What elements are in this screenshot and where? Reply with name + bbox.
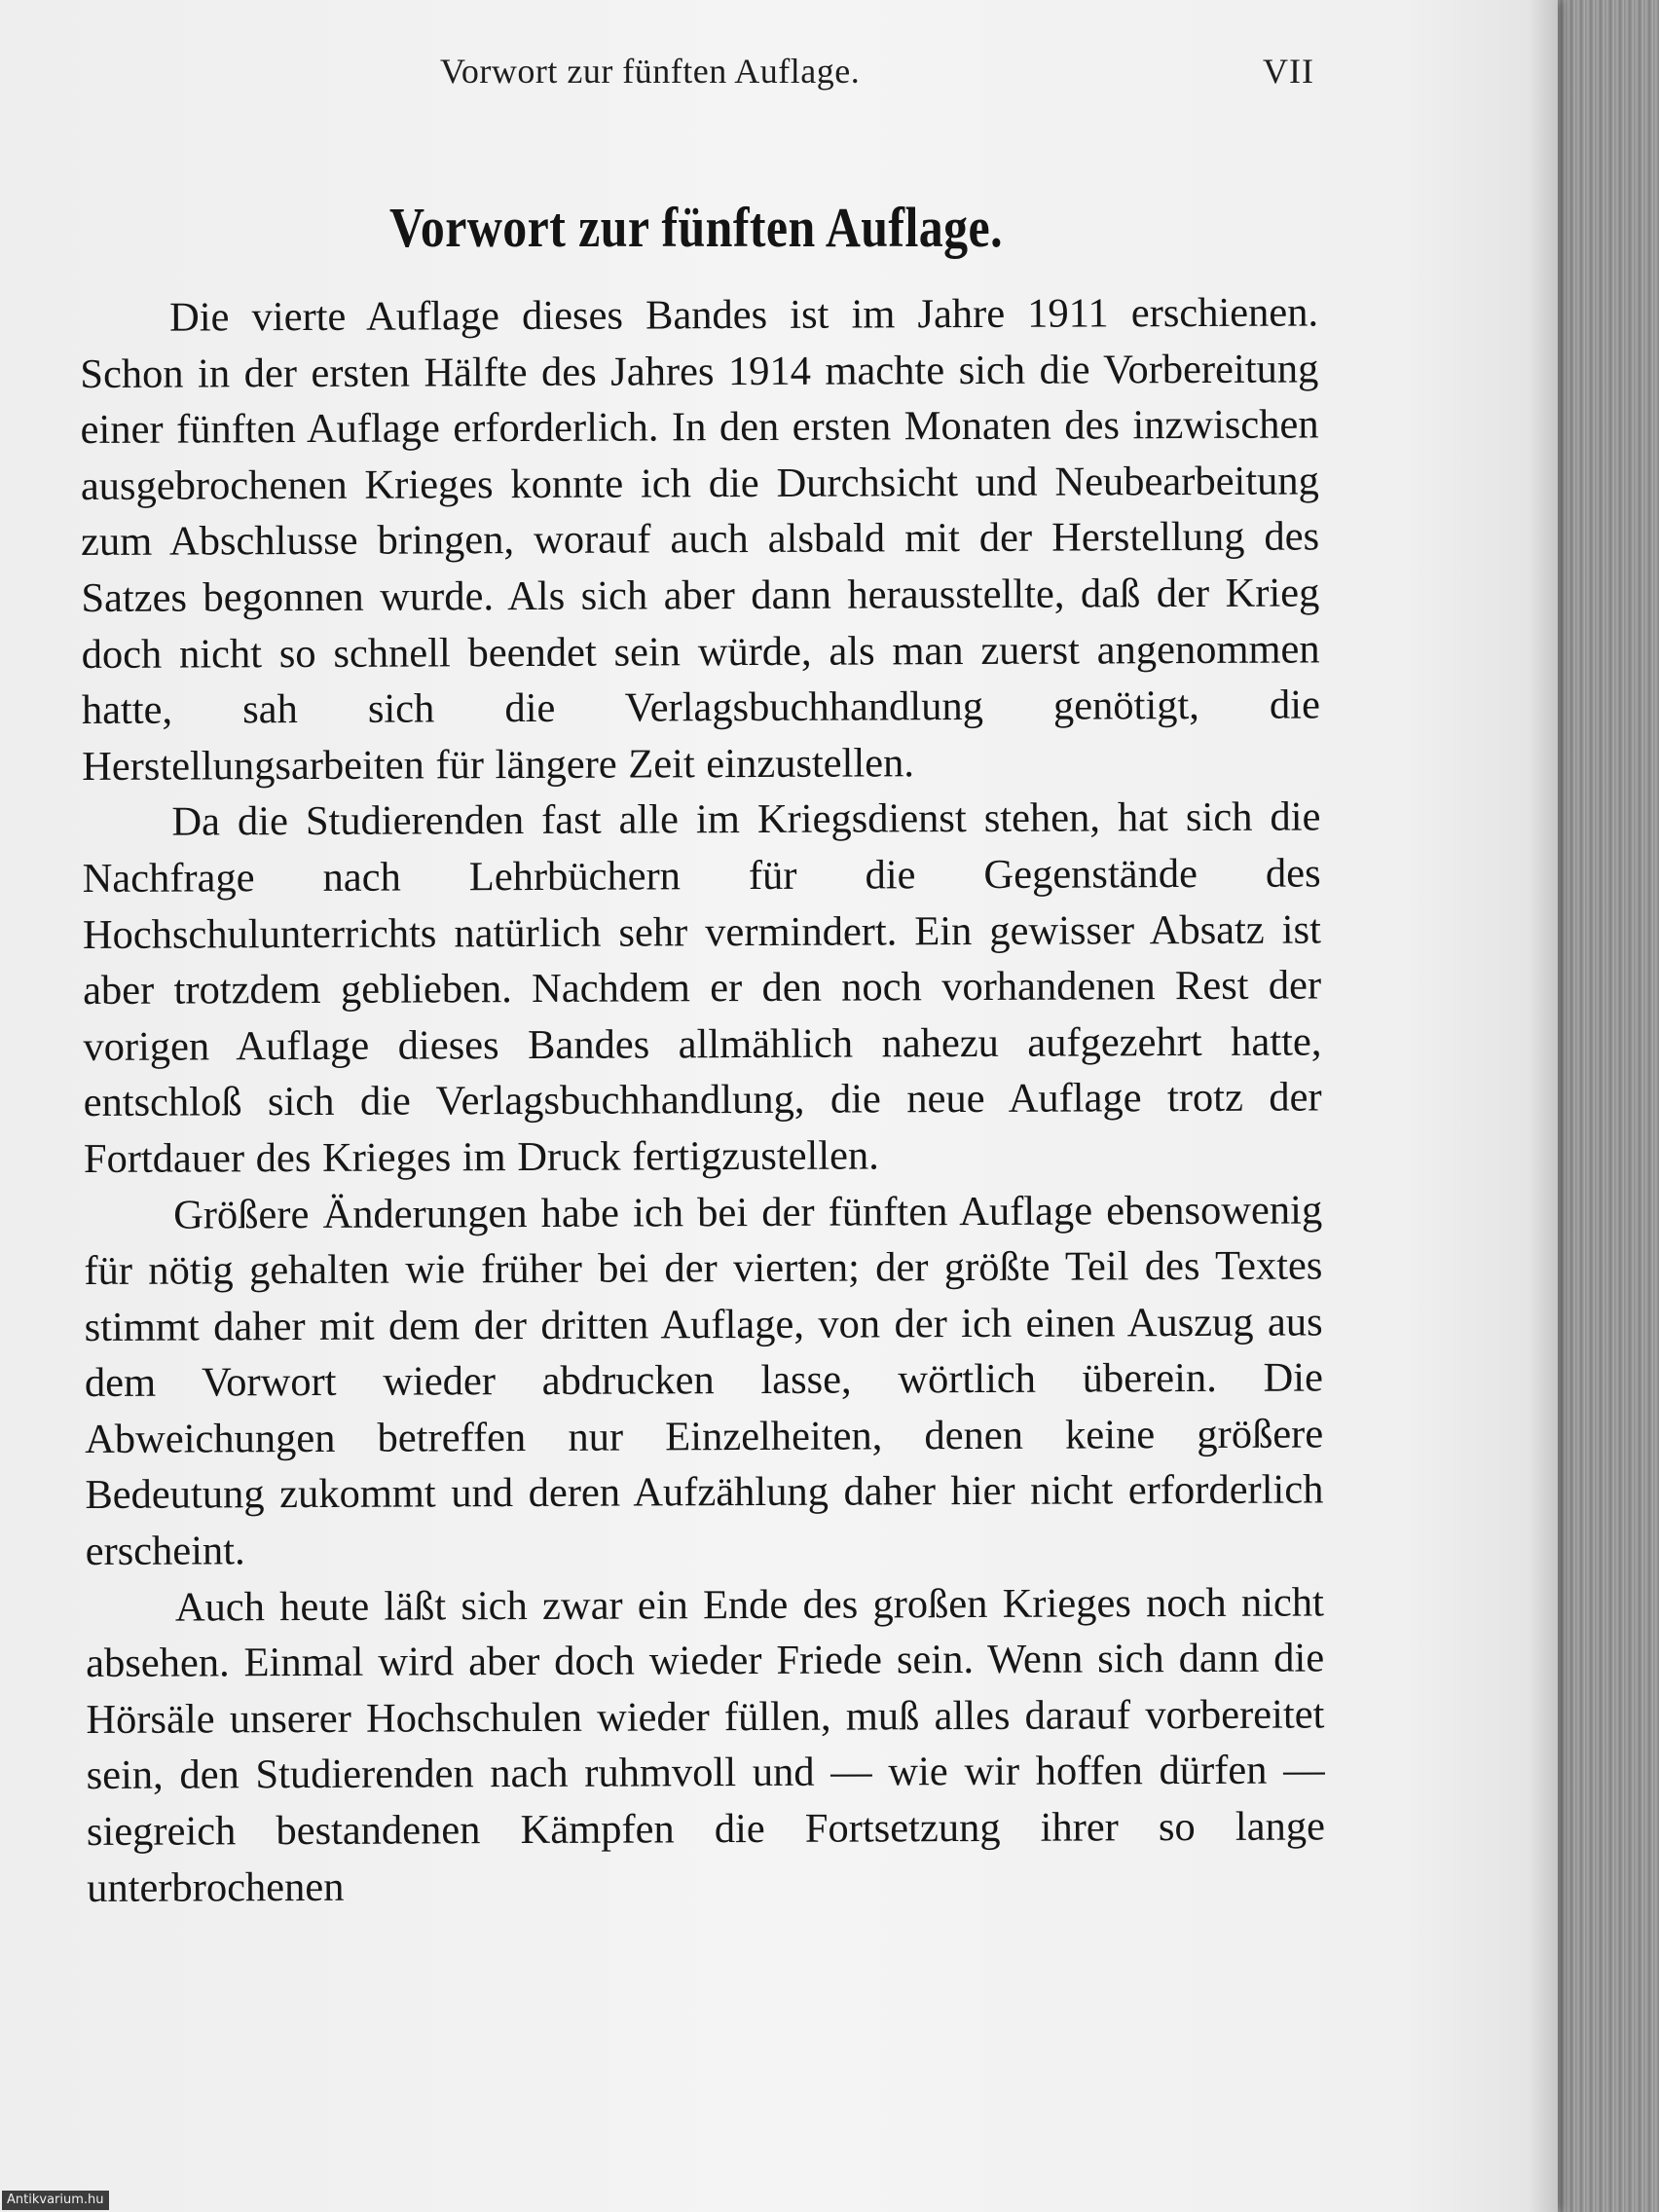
paragraph: Auch heute läßt sich zwar ein Ende des großen Krieges noch nicht absehen. Einmal wird aber doch wieder Friede sein. Wenn sich dann die Hörsäle unserer Hochschulen wieder füllen, muß alles darauf vorbereitet sein, den Studierenden nach ruhmvoll und — wie wir hoffen dürfen — siegreich bestandenen Kämpfen die Fortsetzung ihrer so lange unterbrochenen — [86, 1579, 1325, 1911]
watermark-credit: Antikvarium.hu — [2, 2191, 109, 2210]
paragraph: Da die Studierenden fast alle im Kriegsdienst stehen, hat sich die Nachfrage nach Lehrbüchern für die Gegenstände des Hochschulunterrichts natürlich sehr vermindert. Ein gewisser Absatz ist aber trotzdem geblieben. Nachdem er den noch vorhandenen Rest der vorigen Auflage dieses Bandes allmählich nahezu aufgezehrt hatte, entschloß sich die Verlagsbuchhandlung, die neue Auflage trotz der Fortdauer des Krieges im Druck fertigzustellen. — [82, 793, 1322, 1182]
page-stack-edge — [1556, 0, 1659, 2212]
body-text — [80, 284, 1325, 1916]
chapter-title: Vorwort zur fünften Auflage. — [389, 196, 1003, 259]
paragraph: Größere Änderungen habe ich bei der fünften Auflage ebensowenig für nötig gehalten wie früher bei der vierten; der größte Teil des Textes stimmt daher mit dem der dritten Auflage, von der ich einen Auszug aus dem Vorwort wieder abdrucken lasse, wörtlich überein. Die Abweichungen betreffen nur Einzelheiten, denen keine größere Bedeutung zukommt und deren Aufzählung daher hier nicht erforderlich erscheint. — [84, 1186, 1324, 1575]
paragraph: Die vierte Auflage dieses Bandes ist im Jahre 1911 erschienen. Schon in der ersten Hälfte des Jahres 1914 machte sich die Vorbereitung einer fünften Auflage erforderlich. In den ersten Monaten des inzwischen ausgebrochenen Krieges konnte ich die Durchsicht und Neubearbeitung zum Abschlusse bringen, worauf auch alsbald mit der Herstellung des Satzes begonnen wurde. Als sich aber dann herausstellte, daß der Krieg doch nicht so schnell beendet sein würde, als man zuerst angenommen hatte, sah sich die Verlagsbuchhandlung genötigt, die Herstellungsarbeiten für längere Zeit einzustellen. — [80, 289, 1320, 790]
page-number: VII — [1263, 52, 1314, 91]
running-head-title: Vorwort zur fünften Auflage. — [440, 52, 861, 91]
running-head — [78, 51, 1314, 99]
